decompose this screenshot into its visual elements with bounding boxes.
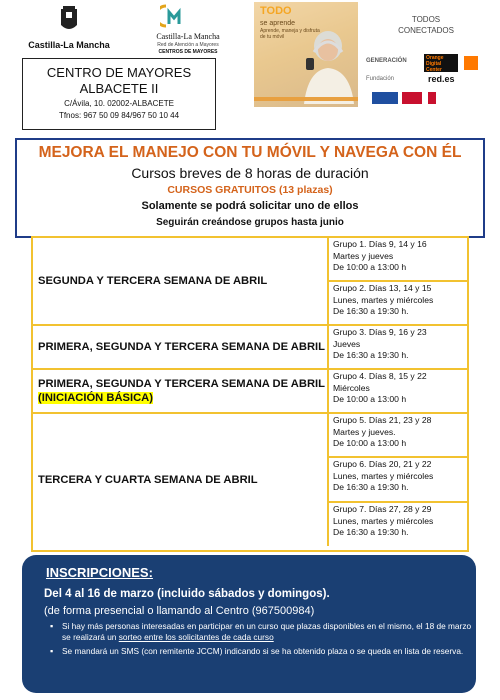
castilla-la-mancha-logo [24,6,114,54]
course-title-box [15,138,485,238]
schedule-period [33,370,327,412]
group-time: De 16:30 a 19:30 h. [333,306,409,316]
center-name: CENTRO DE MAYORES [46,65,192,80]
list-item [62,621,482,644]
group-cell [329,283,467,318]
centros-mayores-logo [138,4,238,56]
group-cell [329,504,467,539]
schedule-table [31,236,469,552]
course-main-title: MEJORA EL MANEJO CON TU MÓVIL Y NAVEGA CON ÉL [38,144,462,161]
cm-mark-icon [160,4,184,30]
schedule-row [33,368,467,412]
spain-emblem-icon [402,92,422,104]
lottery-note-underlined: sorteo entre los solicitantes de cada curso [118,632,274,643]
group-days: Grupo 7. Días 27, 28 y 29 [333,504,432,514]
eu-flag-icon [372,92,398,104]
group-cell [329,459,467,494]
group-weekdays: Martes y jueves. [333,426,396,437]
group-days: Grupo 3. Días 9, 16 y 23 [333,327,427,337]
schedule-row [33,238,467,324]
prtr-logo-icon [428,92,436,104]
group-weekdays: Lunes, martes y miércoles [333,294,434,305]
group-weekdays: Miércoles [333,382,370,393]
group-weekdays: Lunes, martes y miércoles [333,515,434,526]
group-cells [327,326,467,368]
group-weekdays: Jueves [333,338,361,349]
center-address-box [22,58,216,130]
inscriptions-panel [22,555,476,693]
clm-logo-text: Castilla-La Mancha [28,40,110,50]
schedule-row [33,412,467,546]
castle-emblem-icon [60,6,78,32]
partner-logo-fundacion: Fundación [366,76,395,82]
inscriptions-dates: Del 4 al 16 de marzo (incluido sábados y domingos). [44,588,330,600]
group-time: De 16:30 a 19:30 h. [333,350,409,360]
program-name: TODOS CONECTADOS [398,15,454,35]
group-time: De 10:00 a 13:00 h [333,394,407,404]
group-cell [329,415,467,450]
orange-square-icon [464,56,478,70]
partner-logo-redes: red.es [428,74,455,84]
center-city: ALBACETE II [79,81,159,96]
center-phones: Tfnos: 967 50 09 84/967 50 10 44 [58,111,180,120]
center-street: C/Ávila, 10. 02002-ALBACETE [64,99,174,108]
group-cell [329,239,467,274]
schedule-period: PRIMERA, SEGUNDA Y TERCERA SEMANA DE ABRIL [38,341,325,353]
schedule-period: SEGUNDA Y TERCERA SEMANA DE ABRIL [38,275,268,287]
group-cells [327,414,467,546]
group-time: De 16:30 a 19:30 h. [333,527,409,537]
lottery-note: Si hay más personas interesadas en participar en un curso que plazas disponibles en el mismo, el 18 de marzo se realizará un [62,621,472,643]
schedule-row [33,324,467,368]
schedule-period-text: PRIMERA, SEGUNDA Y TERCERA SEMANA DE ABRIL [38,378,325,390]
group-days: Grupo 5. Días 21, 23 y 28 [333,415,432,425]
group-cell [329,371,467,406]
partner-logos [366,52,490,110]
list-item: ▪ Se mandará un SMS (con remitente JCCM) indicando si se ha obtenido plaza o se queda en lista de reserva. [62,646,482,657]
group-days: Grupo 2. Días 13, 14 y 15 [333,283,432,293]
inscriptions-notes [48,621,482,659]
cell-divider [329,456,467,458]
group-time: De 10:00 a 13:00 h [333,262,407,272]
group-weekdays: Lunes, martes y miércoles [333,470,434,481]
photo-title: TODO se aprende [260,5,296,27]
partner-logo-generacion: GENERACIÓN [366,58,407,64]
basic-level-highlight: (INICIACIÓN BÁSICA) [38,392,153,404]
groups-continue-note: Seguirán creándose grupos hasta junio [156,217,344,228]
group-days: Grupo 6. Días 20, 21 y 22 [333,459,432,469]
group-cells [327,370,467,412]
cam-logo-center-type: CENTROS DE MAYORES [158,49,218,55]
group-cells [327,238,467,324]
cell-divider [329,501,467,503]
one-course-note: Solamente se podrá solicitar uno de ellos [141,200,359,212]
inscriptions-how: (de forma presencial o llamando al Centro (967500984) [44,605,315,617]
group-weekdays: Martes y jueves [333,250,394,261]
inscriptions-heading: INSCRIPCIONES: [46,565,153,580]
campaign-photo [254,2,358,107]
group-days: Grupo 1. Días 9, 14 y 16 [333,239,427,249]
cam-logo-tagline: Red de Atención a Mayores [157,42,219,48]
photo-subtitle: Aprende, maneja y disfruta de tu móvil [260,28,320,40]
group-days: Grupo 4. Días 8, 15 y 22 [333,371,427,381]
partner-logo-orange: Orange Digital Center [424,54,458,72]
woman-with-phone-illustration-icon [294,24,358,104]
free-courses-note: CURSOS GRATUITOS (13 plazas) [167,184,333,196]
cam-logo-name: Castilla-La Mancha [156,32,220,41]
photo-strip [254,97,358,101]
cell-divider [329,280,467,282]
group-time: De 16:30 a 19:30 h. [333,482,409,492]
course-subtitle: Cursos breves de 8 horas de duración [131,165,369,181]
schedule-period: TERCERA Y CUARTA SEMANA DE ABRIL [38,474,258,486]
group-time: De 10:00 a 13:00 h [333,438,407,448]
group-cell [329,327,467,362]
